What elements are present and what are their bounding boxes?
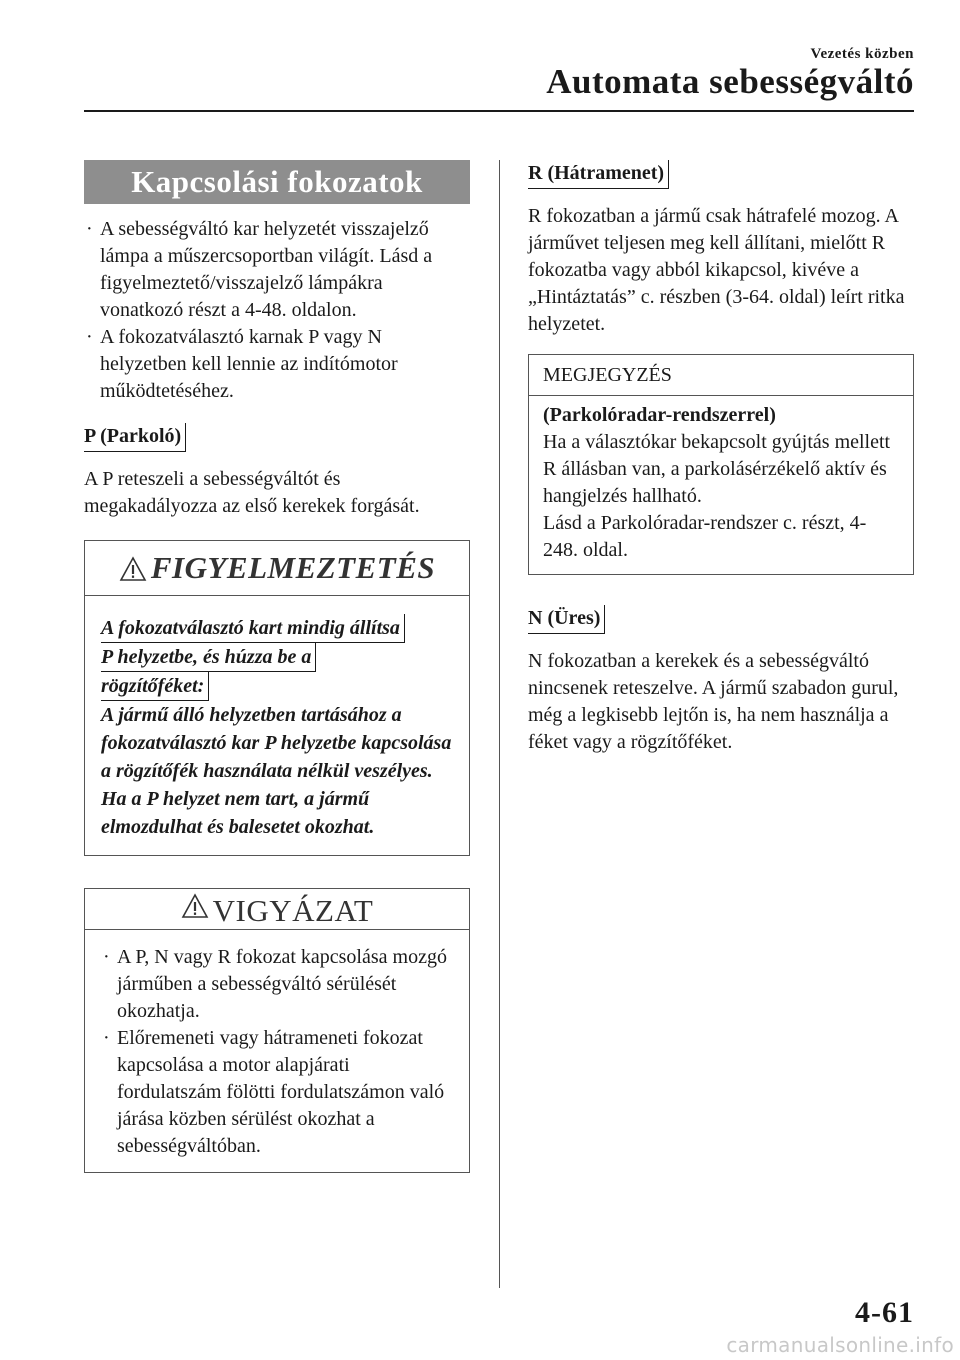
right-column [528,160,914,756]
list-item: · A sebességváltó kar helyzetét visszajelző lámpa a műszercsoportban világít. Lásd a figyelmeztető/visszajelző lámpákra vonatkozó részt a 4-48. oldalon. [86,218,433,321]
warning-lead-line: A fokozatválasztó kart mindig állítsa [101,614,405,643]
chapter-title: Automata sebességváltó [546,62,914,101]
caution-triangle-icon [181,893,209,935]
note-title: MEGJEGYZÉS [529,355,913,396]
left-column [84,160,470,1173]
list-item: · A fokozatválasztó karnak P vagy N helyzetben kell lennie az indítómotor működtetéséhez. [86,326,398,402]
warning-lead-line: rögzítőféket: [101,672,209,701]
caution-box [84,888,470,1173]
caution-title: VIGYÁZAT [212,893,374,928]
intro-bullets [84,216,470,405]
r-reverse-text: R fokozatban a jármű csak hátrafelé mozog. A járművet teljesen meg kell állítani, mielőtt R fokozatba vagy abból kikapcsol, kivéve a „Hintáztatás” c. részben (3-64. oldal) leírt ritka helyzetet. [528,205,905,335]
warning-header [85,541,469,596]
note-subtitle: (Parkolóradar-rendszerrel) [543,404,776,426]
p-park-text: A P reteszeli a sebességváltót és megakadályozza az első kerekek forgását. [84,468,420,517]
n-neutral-text: N fokozatban a kerekek és a sebességváltó nincsenek reteszelve. A jármű szabadon gurul, még a legkisebb lejtőn is, ha nem használja a féket vagy a rögzítőféket. [528,650,899,753]
warning-title: FIGYELMEZTETÉS [150,550,436,585]
r-reverse-heading: R (Hátramenet) [528,160,669,189]
n-neutral-heading: N (Üres) [528,605,605,634]
p-park-heading: P (Parkoló) [84,423,186,452]
warning-text: A jármű álló helyzetben tartásához a fokozatválasztó kar P helyzetbe kapcsolása a rögzítőfék használata nélkül veszélyes. Ha a P helyzet nem tart, a jármű elmozdulhat és balesetet okozhat. [101,704,452,838]
caution-header [85,889,469,930]
column-divider [499,160,500,1288]
note-body [529,396,913,574]
watermark: carmanualsonline.info [726,1333,954,1357]
warning-triangle-icon [119,556,147,587]
warning-lead-line: P helyzetbe, és húzza be a [101,643,316,672]
section-banner: Kapcsolási fokozatok [84,160,470,204]
warning-body [85,596,469,855]
warning-box [84,540,470,856]
section-title: Vezetés közben [810,46,914,62]
list-item: · Előremeneti vagy hátrameneti fokozat kapcsolása a motor alapjárati fordulatszám fölötti fordulatszámon való járása közben sérülést okozhat a sebességváltóban. [103,1027,445,1157]
note-text: Ha a választókar bekapcsolt gyújtás mellett R állásban van, a parkolásérzékelő aktív és hangjelzés hallható. [543,431,891,507]
page-number: 4-61 [855,1296,914,1329]
list-item: · A P, N vagy R fokozat kapcsolása mozgó járműben a sebességváltó sérülését okozhatja. [103,946,447,1022]
note-text: Lásd a Parkolóradar-rendszer c. részt, 4-248. oldal. [543,512,867,561]
caution-bullets [85,930,469,1172]
header-rule [84,110,914,112]
note-box [528,354,914,575]
